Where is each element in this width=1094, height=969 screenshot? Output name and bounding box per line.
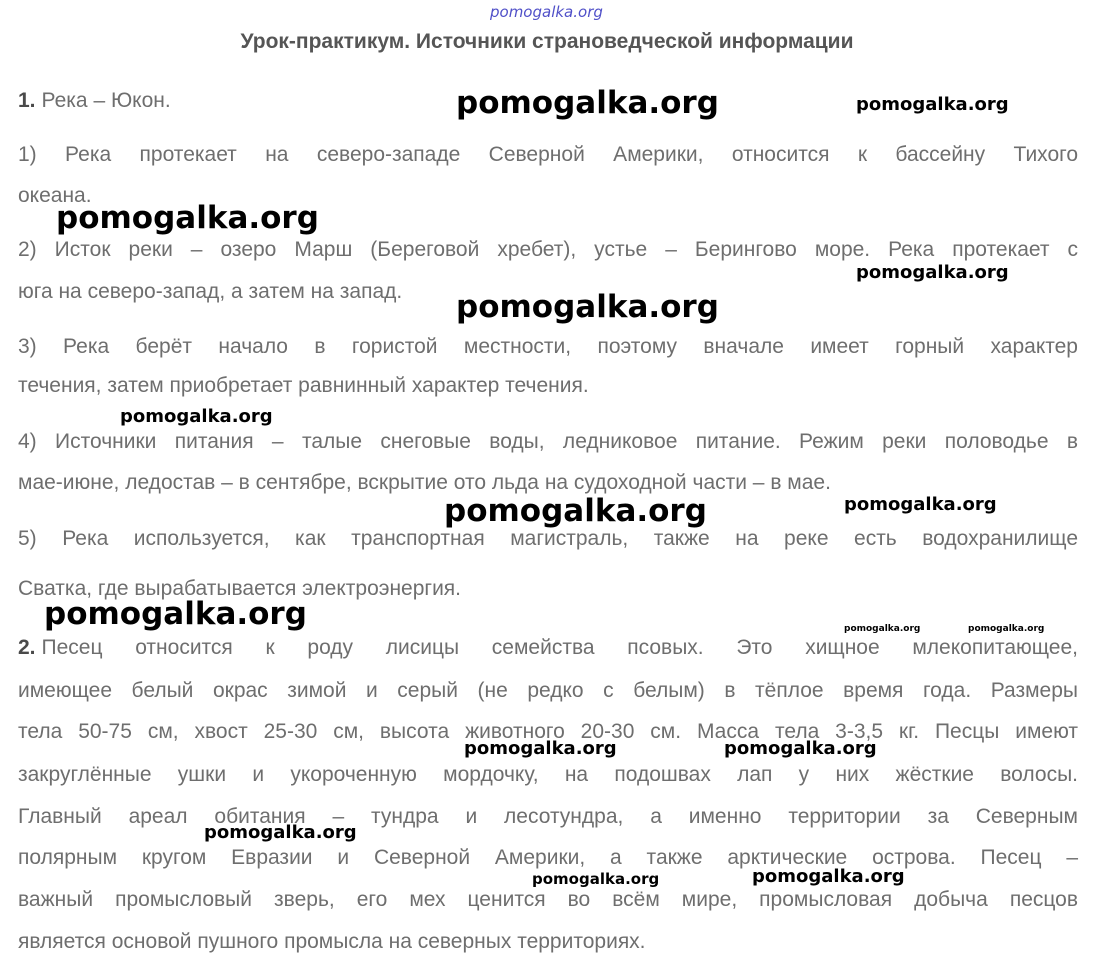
text-line: тела 50-75 см, хвост 25-30 см, высота животного 20-30 см. Масса тела 3-3,5 кг. Песцы имеют xyxy=(18,720,1078,743)
section2-first-line-text: Песец относится к роду лисицы семейства псовых. Это хищное млекопитающее, xyxy=(41,636,1078,659)
watermark: pomogalka.org xyxy=(456,289,719,325)
text-line: важный промысловый зверь, его мех ценится во всём мире, промысловая добыча песцов xyxy=(18,888,1078,911)
watermark: pomogalka.org xyxy=(844,494,997,515)
text-line: 5) Река используется, как транспортная магистраль, также на реке есть водохранилище xyxy=(18,527,1078,550)
section1-heading-text: Река – Юкон. xyxy=(41,89,171,112)
text-line: Главный ареал обитания – тундра и лесотундра, а именно территории за Северным xyxy=(18,805,1078,828)
text-line: является основой пушного промысла на северных территориях. xyxy=(18,930,646,953)
watermark: pomogalka.org xyxy=(120,406,273,427)
text-line: имеющее белый окрас зимой и серый (не редко с белым) в тёплое время года. Размеры xyxy=(18,679,1078,702)
watermark: pomogalka.org xyxy=(968,624,1045,634)
watermark: pomogalka.org xyxy=(456,85,719,121)
watermark: pomogalka.org xyxy=(844,624,921,634)
top-watermark: pomogalka.org xyxy=(490,3,603,21)
section2-number: 2. xyxy=(18,636,36,659)
watermark: pomogalka.org xyxy=(204,822,357,843)
watermark: pomogalka.org xyxy=(856,94,1009,115)
watermark: pomogalka.org xyxy=(464,738,617,759)
text-line: течения, затем приобретает равнинный характер течения. xyxy=(18,374,589,397)
section2-first-line xyxy=(18,633,1078,663)
section1-number: 1. xyxy=(18,89,36,112)
text-line: 2) Исток реки – озеро Марш (Береговой хребет), устье – Берингово море. Река протекает с xyxy=(18,238,1078,261)
watermark: pomogalka.org xyxy=(56,200,319,236)
text-line: 4) Источники питания – талые снеговые воды, ледниковое питание. Режим реки половодье в xyxy=(18,430,1078,453)
text-line: полярным кругом Евразии и Северной Америки, а также арктические острова. Песец – xyxy=(18,846,1078,869)
watermark: pomogalka.org xyxy=(724,738,877,759)
watermark: pomogalka.org xyxy=(752,866,905,887)
watermark: pomogalka.org xyxy=(44,596,307,632)
text-line: мае-июне, ледостав – в сентябре, вскрытие ото льда на судоходной части – в мае. xyxy=(18,471,831,494)
text-line: океана. xyxy=(18,184,92,207)
text-line: 1) Река протекает на северо-западе Северной Америки, относится к бассейну Тихого xyxy=(18,143,1078,166)
text-line: 3) Река берёт начало в гористой местности, поэтому вначале имеет горный характер xyxy=(18,335,1078,358)
watermark: pomogalka.org xyxy=(856,262,1009,283)
text-line: юга на северо-запад, а затем на запад. xyxy=(18,280,403,303)
text-line: Сватка, где вырабатывается электроэнергия. xyxy=(18,577,462,600)
watermark: pomogalka.org xyxy=(444,493,707,529)
watermark: pomogalka.org xyxy=(532,870,660,888)
page-title: Урок-практикум. Источники страноведческой информации xyxy=(240,30,854,53)
text-line: закруглённые ушки и укороченную мордочку, на подошвах лап у них жёсткие волосы. xyxy=(18,763,1078,786)
